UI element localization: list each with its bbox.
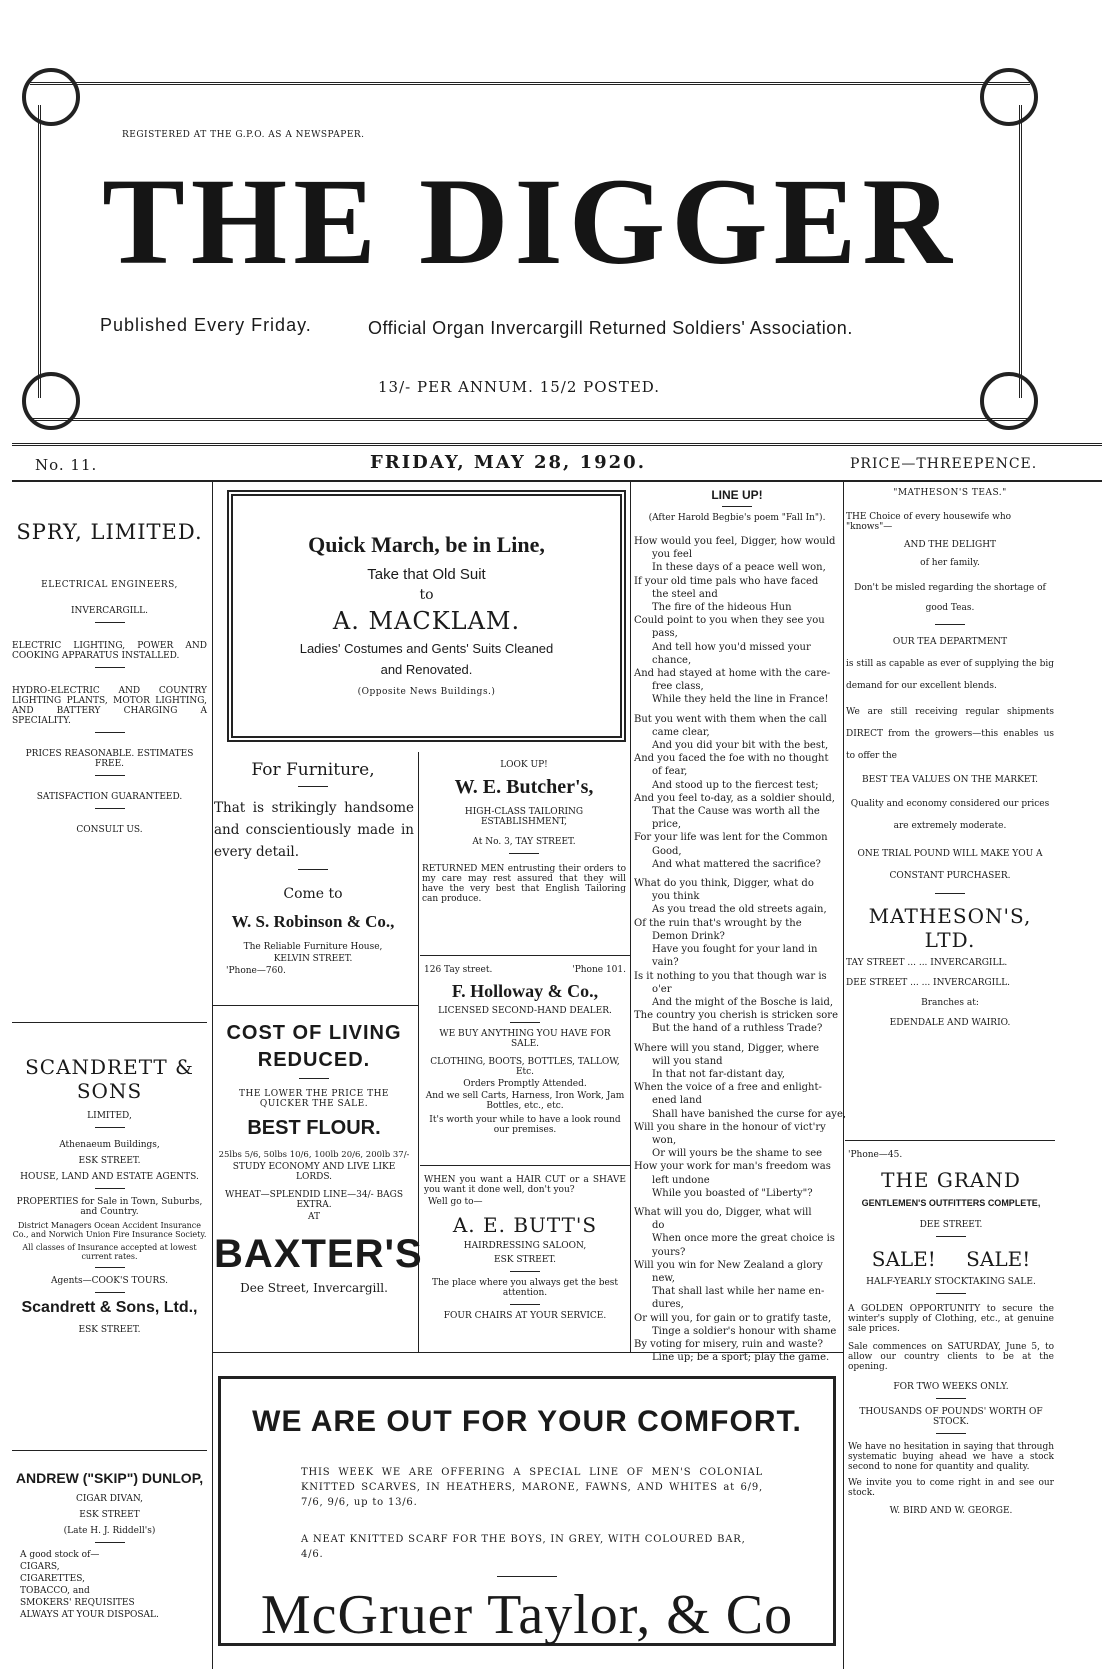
baxter-h2: REDUCED. [257, 1049, 371, 1071]
robinson-come: Come to [283, 886, 343, 902]
poem-line: The fire of the hideous Hun [652, 602, 792, 614]
poem-line: And tell how you'd missed your [652, 641, 811, 653]
grand-l3: HALF-YEARLY STOCKTAKING SALE. [866, 1277, 1036, 1287]
robinson-l2: KELVIN STREET. [273, 954, 353, 964]
poem [634, 488, 847, 1364]
poem-line: Where will you stand, Digger, where [634, 1042, 820, 1054]
column-rule-3 [630, 482, 631, 1352]
butcher-l2: At No. 3, TAY STREET. [472, 837, 576, 847]
robinson-name: W. S. Robinson & Co., [231, 912, 395, 931]
matheson-p8: BEST TEA VALUES ON THE MARKET. [862, 775, 1038, 785]
butt-l1: HAIRDRESSING SALOON, [463, 1241, 587, 1251]
holloway-name: F. Holloway & Co., [451, 981, 599, 1001]
poem-line: Or will yours be the shame to see [652, 1148, 823, 1160]
poem-line: For your life was lent for the Common [634, 832, 828, 844]
macklam-l5: (Opposite News Buildings.) [357, 687, 496, 697]
grand-p4: THOUSANDS OF POUNDS' WORTH OF STOCK. [859, 1407, 1043, 1427]
matheson-p4: Don't be misled regarding the shortage of good Teas. [854, 583, 1046, 613]
macklam-advert [227, 490, 626, 742]
holloway-advert [424, 965, 626, 1135]
poem-line: won, [652, 1134, 677, 1146]
poem-line: If your old time pals who have faced [634, 575, 819, 587]
poem-line: o'er [652, 983, 672, 995]
robinson-advert [212, 760, 414, 976]
poem-line: Demon Drink? [652, 930, 725, 942]
col3-rule-1 [420, 955, 630, 956]
poem-line: pass, [652, 628, 678, 640]
scandrett-p2: District Managers Ocean Accident Insurance Co., and Norwich Union Fire Insurance Society. [12, 1221, 207, 1239]
macklam-l2: to [419, 587, 434, 603]
poem-sub: (After Harold Begbie's poem "Fall In"). [648, 513, 826, 523]
poem-line: do [652, 1220, 665, 1232]
mcgruer-p2: A NEAT KNITTED SCARF FOR THE BOYS, IN GREY, WITH COLOURED BAR, 4/6. [301, 1534, 746, 1560]
holloway-l3: CLOTHING, BOOTS, BOTTLES, TALLOW, Etc. [430, 1057, 620, 1077]
robinson-l1: The Reliable Furniture House, [243, 942, 383, 952]
poem-lines [634, 535, 847, 1364]
poem-line: That the Cause was worth all the [652, 806, 820, 818]
dunlop-line3: (Late H. J. Riddell's) [63, 1526, 156, 1536]
poem-line: How would you feel, Digger, how would [634, 536, 836, 547]
column-rule-4 [843, 482, 844, 1669]
matheson-a4: EDENDALE AND WAIRIO. [889, 1018, 1011, 1028]
poem-line: Tinge a soldier's honour with shame [652, 1325, 837, 1337]
poem-line: Is it nothing to you that though war is [634, 970, 827, 982]
baxter-h3: BEST FLOUR. [247, 1117, 381, 1139]
matheson-p6: is still as capable as ever of supplying the big demand for our excellent blends. [846, 659, 1054, 691]
dunlop-g3: CIGARETTES, [20, 1574, 85, 1584]
baxter-l1: THE LOWER THE PRICE THE QUICKER THE SALE. [238, 1089, 389, 1109]
baxter-advert [214, 1022, 423, 1295]
scandrett-name2: Scandrett & Sons, Ltd., [21, 1299, 198, 1316]
scandrett-street2: ESK STREET. [78, 1325, 141, 1335]
poem-line: Will you share in the honour of vict'ry [634, 1121, 826, 1133]
grand-p3: FOR TWO WEEKS ONLY. [893, 1382, 1009, 1392]
holloway-l2: WE BUY ANYTHING YOU HAVE FOR SALE. [439, 1029, 611, 1049]
mcgruer-name: McGruer Taylor, & Co [260, 1584, 794, 1646]
poem-line: Or will you, for gain or to gratify taste, [634, 1312, 832, 1324]
poem-line: Shall have banished the curse for aye, [652, 1108, 847, 1120]
baxter-name: BAXTER'S [214, 1232, 423, 1276]
poem-title: LINE UP! [711, 488, 763, 502]
corner-flourish-top-left [22, 68, 80, 126]
matheson-p1: THE Choice of every housewife who "knows"— [846, 512, 1012, 532]
poem-line: And you feel to-day, as a soldier should, [634, 792, 835, 804]
col1-rule-1 [12, 1022, 207, 1023]
poem-line: And you did your bit with the best, [652, 740, 829, 752]
poem-line: The country you cherish is stricken sore [634, 1010, 838, 1022]
matheson-a1: TAY STREET ... ... INVERCARGILL. [846, 958, 1008, 968]
grand-phone: 'Phone—45. [848, 1150, 903, 1160]
poem-line: How your work for man's freedom was [634, 1161, 831, 1173]
butt-l4: FOUR CHAIRS AT YOUR SERVICE. [443, 1311, 607, 1321]
macklam-head: Quick March, be in Line, [308, 532, 545, 557]
col2-rule [212, 1005, 418, 1006]
poem-line: While they held the line in France! [652, 694, 829, 706]
poem-line: chance, [652, 654, 692, 666]
registered-note: REGISTERED AT THE G.P.O. AS A NEWSPAPER. [122, 130, 365, 140]
dunlop-g5: SMOKERS' REQUISITES [20, 1598, 135, 1608]
robinson-phone: 'Phone—760. [226, 966, 286, 976]
grand-sale: SALE! SALE! [871, 1247, 1031, 1271]
grand-p5: We have no hesitation in saying that through systematic buying ahead we have a stock second to none for quantity and quality. [848, 1442, 1054, 1472]
butcher-l1: HIGH-CLASS TAILORING ESTABLISHMENT, [464, 807, 584, 827]
spry-advert [12, 520, 207, 835]
dunlop-name: ANDREW ("SKIP") DUNLOP, [15, 1470, 204, 1486]
butt-name: A. E. BUTT'S [452, 1213, 598, 1237]
corner-flourish-bottom-left [22, 372, 80, 430]
scandrett-p4: Agents—COOK'S TOURS. [51, 1276, 168, 1286]
matheson-p2: AND THE DELIGHT [903, 540, 997, 550]
holloway-l1: LICENSED SECOND-HAND DEALER. [438, 1006, 612, 1016]
col1-rule-2 [12, 1450, 207, 1451]
scandrett-addr2: ESK STREET. [78, 1156, 141, 1166]
holloway-l4: Orders Promptly Attended. [463, 1079, 587, 1089]
scandrett-name: SCANDRETT & SONS [25, 1055, 194, 1103]
corner-flourish-bottom-right [980, 372, 1038, 430]
mcgruer-head: WE ARE OUT FOR YOUR COMFORT. [252, 1405, 802, 1438]
issue-price: PRICE—THREEPENCE. [850, 456, 1038, 472]
poem-line: But the hand of a ruthless Trade? [652, 1023, 823, 1035]
macklam-l1: Take that Old Suit [367, 566, 486, 583]
holloway-addr: 126 Tay street. [424, 965, 493, 975]
poem-line: Of the ruin that's wrought by the [634, 917, 802, 929]
corner-flourish-top-right [980, 68, 1038, 126]
holloway-phone: 'Phone 101. [572, 965, 626, 975]
poem-line: new, [652, 1272, 675, 1284]
grand-l2: DEE STREET. [919, 1220, 983, 1230]
poem-line: Line up; be a sport; play the game. [652, 1352, 830, 1364]
poem-line: And what mattered the sacrifice? [652, 858, 821, 870]
grand-l1: GENTLEMEN'S OUTFITTERS COMPLETE, [861, 1198, 1041, 1208]
grand-p6: We invite you to come right in and see our stock. [848, 1478, 1054, 1498]
dunlop-g2: CIGARS, [20, 1562, 60, 1572]
poem-line: dures, [652, 1299, 684, 1311]
grand-name: THE GRAND [881, 1168, 1021, 1192]
poem-line: As you tread the old streets again, [652, 904, 827, 916]
dunlop-advert [12, 1470, 207, 1621]
poem-line: yours? [652, 1246, 686, 1258]
grand-p1: A GOLDEN OPPORTUNITY to secure the winter's supply of Clothing, etc., at genuine sale prices. [848, 1304, 1054, 1334]
poem-line: In that not far-distant day, [652, 1068, 785, 1080]
scandrett-p1: PROPERTIES for Sale in Town, Suburbs, and Country. [16, 1197, 203, 1217]
robinson-body: That is strikingly handsome and conscientiously made in every detail. [214, 800, 414, 860]
subscription-price: 13/- PER ANNUM. 15/2 POSTED. [378, 378, 661, 396]
poem-line: What will you do, Digger, what will [634, 1206, 812, 1218]
poem-line: What do you think, Digger, what do [634, 878, 814, 890]
macklam-name: A. MACKLAM. [332, 607, 521, 635]
baxter-l5: AT [307, 1212, 320, 1222]
col3-rule-2 [420, 1165, 630, 1166]
poem-line: ened land [652, 1095, 702, 1107]
butt-l3: The place where you always get the best attention. [431, 1278, 619, 1298]
baxter-addr: Dee Street, Invercargill. [240, 1281, 388, 1295]
scandrett-addr1: Athenaeum Buildings, [59, 1140, 160, 1150]
poem-line: And had stayed at home with the care- [634, 668, 831, 680]
mcgruer-p1: THIS WEEK WE ARE OFFERING A SPECIAL LINE OF MEN'S COLONIAL KNITTED SCARVES, IN HEATHERS, MARONE, FAWNS, AND WHITES at 6/9, 7/6, 9/6, up to 13/6. [301, 1467, 763, 1508]
holloway-l5: And we sell Carts, Harness, Iron Work, Jam Bottles, etc., etc. [425, 1091, 625, 1111]
poem-line: price, [652, 819, 682, 831]
butcher-look: LOOK UP! [500, 760, 548, 770]
poem-line: free class, [652, 681, 704, 693]
poem-line: And the might of the Bosche is laid, [652, 996, 834, 1008]
spry-line2: INVERCARGILL. [71, 606, 148, 616]
spry-p1: ELECTRIC LIGHTING, POWER AND COOKING APPARATUS INSTALLED. [12, 641, 207, 661]
poem-line: When the voice of a free and enlight- [634, 1082, 822, 1094]
poem-line: left undone [652, 1174, 710, 1186]
poem-line: the steel and [652, 588, 718, 600]
butcher-advert [422, 760, 626, 904]
poem-line: you think [652, 891, 700, 903]
matheson-head: "MATHESON'S TEAS." [893, 488, 1007, 498]
mcgruer-advert [218, 1376, 836, 1646]
poem-line: Will you win for New Zealand a glory [634, 1259, 823, 1271]
publication-frequency: Published Every Friday. [100, 315, 312, 335]
poem-line: Good, [652, 845, 682, 857]
poem-line: In these days of a peace well won, [652, 562, 826, 574]
macklam-l3: Ladies' Costumes and Gents' Suits Cleaned [299, 641, 554, 656]
butt-go: Well go to— [428, 1197, 483, 1207]
baxter-l4: WHEAT—SPLENDID LINE—34/- BAGS EXTRA. [224, 1190, 403, 1210]
spry-p5: CONSULT US. [76, 825, 143, 835]
scandrett-ltd: LIMITED, [87, 1111, 132, 1121]
issue-date: FRIDAY, MAY 28, 1920. [370, 452, 646, 473]
scandrett-advert [12, 1055, 207, 1335]
matheson-name: MATHESON'S, LTD. [868, 904, 1032, 952]
matheson-a3: Branches at: [921, 998, 979, 1008]
dunlop-g6: ALWAYS AT YOUR DISPOSAL. [20, 1610, 159, 1620]
col2-4-rule [212, 1352, 843, 1353]
grand-p2: Sale commences on SATURDAY, June 5, to allow our country clients to be at the opening. [848, 1342, 1054, 1372]
grand-advert [848, 1150, 1054, 1516]
column-rule-1 [212, 482, 213, 1669]
dunlop-g4: TOBACCO, and [20, 1586, 90, 1596]
holloway-l6: It's worth your while to have a look round our premises. [429, 1115, 621, 1135]
baxter-l2: 25lbs 5/6, 50lbs 10/6, 100lb 20/6, 200lb 37/- [218, 1150, 410, 1160]
matheson-p9: Quality and economy considered our prices are extremely moderate. [850, 799, 1050, 831]
butcher-body: RETURNED MEN entrusting their orders to my care may rest assured that they will have the very best that English Tailoring can produce. [422, 864, 626, 904]
poem-line: And you faced the foe with no thought [634, 753, 829, 765]
matheson-a2: DEE STREET ... ... INVERCARGILL. [846, 978, 1011, 988]
poem-line: vain? [652, 957, 679, 969]
baxter-l3: STUDY ECONOMY AND LIVE LIKE LORDS. [232, 1162, 396, 1182]
poem-line: of fear, [652, 766, 688, 778]
dateline-rule [12, 480, 1102, 482]
issue-number: No. 11. [35, 456, 98, 474]
poem-line: Could point to you when they see you [634, 615, 825, 627]
dunlop-line1: CIGAR DIVAN, [75, 1494, 144, 1504]
matheson-advert [846, 488, 1054, 1028]
poem-line: By voting for misery, ruin and waste? [634, 1338, 823, 1350]
dunlop-g1: A good stock of— [20, 1550, 100, 1560]
butt-body: WHEN you want a HAIR CUT or a SHAVE you want it done well, don't you? [424, 1175, 626, 1195]
matheson-p7: We are still receiving regular shipments DIRECT from the growers—this enables us to offer the [846, 707, 1054, 761]
newspaper-title: THE DIGGER [102, 153, 958, 290]
butcher-name: W. E. Butcher's, [454, 776, 594, 798]
matheson-p5: OUR TEA DEPARTMENT [892, 637, 1008, 647]
poem-line: While you boasted of "Liberty"? [652, 1187, 813, 1199]
spry-p3: PRICES REASONABLE. ESTIMATES FREE. [25, 749, 194, 769]
scandrett-p3: All classes of Insurance accepted at lowest current rates. [22, 1243, 197, 1261]
poem-line: But you went with them when the call [634, 713, 827, 725]
butt-l2: ESK STREET. [494, 1255, 556, 1265]
robinson-head: For Furniture, [251, 760, 375, 780]
official-organ: Official Organ Invercargill Returned Soldiers' Association. [368, 318, 853, 338]
dunlop-line2: ESK STREET [79, 1510, 140, 1520]
masthead-rule [12, 443, 1102, 446]
poem-line: you feel [652, 549, 693, 561]
poem-line: Have you fought for your land in [652, 944, 818, 956]
spry-name: SPRY, LIMITED. [16, 520, 203, 544]
spry-p2: HYDRO-ELECTRIC AND COUNTRY LIGHTING PLANTS, MOTOR LIGHTING, AND BATTERY CHARGING A SPECIALITY. [12, 686, 207, 726]
matheson-p3: of her family. [920, 558, 980, 568]
matheson-p10: ONE TRIAL POUND WILL MAKE YOU A CONSTANT PURCHASER. [857, 849, 1043, 881]
poem-line: will you stand [652, 1055, 723, 1067]
poem-line: And stood up to the fiercest test; [652, 779, 819, 791]
poem-line: When once more the great choice is [652, 1233, 835, 1245]
scandrett-role: HOUSE, LAND AND ESTATE AGENTS. [20, 1172, 199, 1182]
butt-advert [424, 1175, 626, 1321]
macklam-l4: and Renovated. [380, 662, 473, 677]
col5-rule [845, 1140, 1055, 1141]
grand-p7: W. BIRD AND W. GEORGE. [889, 1506, 1013, 1516]
baxter-h1: COST OF LIVING [226, 1022, 402, 1044]
poem-line: came clear, [652, 726, 710, 738]
spry-line1: ELECTRICAL ENGINEERS, [41, 580, 178, 590]
poem-line: That shall last while her name en- [652, 1286, 825, 1298]
spry-p4: SATISFACTION GUARANTEED. [36, 792, 183, 802]
